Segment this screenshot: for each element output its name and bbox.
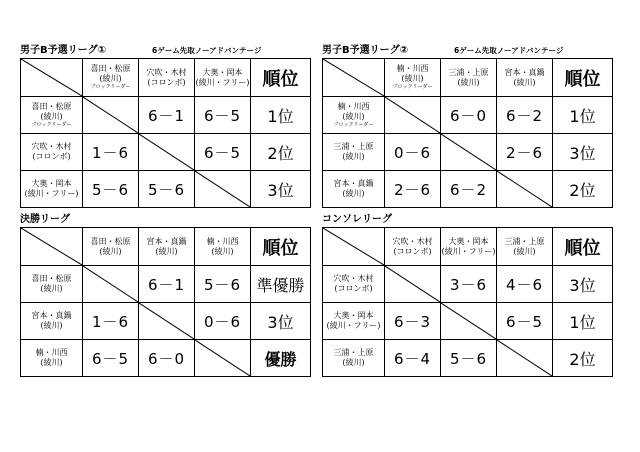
diagonal-slash [139, 303, 194, 339]
row-team [21, 340, 83, 377]
rank-cell: 3位 [553, 266, 613, 303]
diagonal-slash [323, 59, 384, 96]
self-match-cell [83, 266, 139, 303]
league-caption [20, 44, 311, 58]
team-name: 喜田・松原 [31, 101, 72, 111]
league-table [20, 58, 311, 208]
score-cell: 6－0 [139, 340, 195, 377]
team-name: 宮本・真鍋 [504, 67, 545, 77]
team-name: 三浦・上原 [333, 142, 374, 151]
team-row [323, 303, 613, 340]
team-club: (綾川) [99, 246, 122, 256]
score-cell: 6－2 [441, 171, 497, 208]
team-name: 三浦・上原 [448, 67, 489, 77]
row-team [323, 134, 385, 171]
team-club: (綾川) [342, 111, 365, 121]
column-team [195, 59, 251, 97]
score-cell: 6－2 [497, 97, 553, 134]
score-cell: 5－6 [441, 340, 497, 377]
rank-cell: 1位 [553, 97, 613, 134]
rank-cell: 1位 [553, 303, 613, 340]
score-cell: 6－4 [385, 340, 441, 377]
team-name: 大奥・岡本 [31, 179, 72, 188]
diagonal-slash [83, 266, 138, 302]
score-cell: 0－6 [195, 303, 251, 340]
column-team [195, 228, 251, 266]
league-title: 男子B予選リーグ② [322, 45, 409, 56]
self-match-cell [497, 340, 553, 377]
diagonal-slash [497, 171, 552, 207]
row-team [21, 97, 83, 134]
diagonal-slash [385, 266, 440, 302]
score-cell: 6－5 [195, 97, 251, 134]
header-row [323, 228, 613, 266]
row-team [21, 303, 83, 340]
score-cell: 1－6 [83, 303, 139, 340]
league-caption [20, 213, 311, 227]
team-row [323, 171, 613, 208]
team-name: 喜田・松原 [90, 64, 131, 73]
score-cell: 4－6 [497, 266, 553, 303]
rank-header: 順位 [251, 59, 311, 97]
team-name: 喜田・松原 [31, 274, 72, 283]
column-team [385, 59, 441, 97]
team-row [21, 171, 311, 208]
pool-1-league [20, 44, 311, 208]
diagonal-slash [21, 59, 82, 96]
diagonal-slash [385, 97, 440, 133]
match-rule: 6ゲーム先取ノーアドバンテージ [152, 46, 262, 55]
corner-cell [323, 228, 385, 266]
team-name: 三浦・上原 [504, 236, 545, 246]
rank-cell: 3位 [251, 171, 311, 208]
team-club: (綾川) [342, 152, 365, 161]
team-club: (コロンボ) [32, 152, 71, 161]
block-leader-note: ブロックリーダー [333, 121, 374, 128]
block-leader-note: ブロックリーダー [392, 84, 433, 90]
score-cell: 6－1 [139, 266, 195, 303]
pool-2-league [322, 44, 613, 208]
team-name: 大奥・岡本 [333, 311, 374, 320]
score-cell: 6－5 [83, 340, 139, 377]
team-club: (コロンボ) [393, 246, 432, 256]
rank-cell: 1位 [251, 97, 311, 134]
column-team [385, 228, 441, 266]
rank-cell: 2位 [251, 134, 311, 171]
team-row [21, 266, 311, 303]
rank-cell: 2位 [553, 340, 613, 377]
diagonal-slash [195, 340, 250, 376]
column-team [497, 59, 553, 97]
header-row [21, 228, 311, 266]
column-team [497, 228, 553, 266]
team-club: (綾川・フリー) [24, 189, 79, 198]
team-club: (綾川) [40, 284, 63, 293]
league-table [322, 58, 613, 208]
diagonal-slash [83, 97, 138, 133]
self-match-cell [83, 97, 139, 134]
team-row [323, 340, 613, 377]
row-team [21, 171, 83, 208]
self-match-cell [385, 97, 441, 134]
match-rule: 6ゲーム先取ノーアドバンテージ [454, 46, 564, 55]
diagonal-slash [441, 134, 496, 170]
score-cell: 6－5 [497, 303, 553, 340]
rank-cell: 3位 [553, 134, 613, 171]
column-team [139, 59, 195, 97]
team-name: 喜田・松原 [90, 236, 131, 246]
team-club: (コロンボ) [147, 77, 186, 87]
team-name: 宮本・真鍋 [146, 236, 187, 246]
self-match-cell [139, 134, 195, 171]
rank-header: 順位 [251, 228, 311, 266]
league-caption [322, 44, 613, 58]
self-match-cell [195, 171, 251, 208]
team-name: 楠・川西 [206, 236, 239, 246]
team-name: 大奥・岡本 [448, 236, 489, 246]
row-team [323, 171, 385, 208]
rank-header: 順位 [553, 228, 613, 266]
rank-cell: 優勝 [251, 340, 311, 377]
block-leader-note: ブロックリーダー [31, 121, 72, 128]
team-club: (綾川) [401, 74, 424, 83]
row-team [323, 340, 385, 377]
self-match-cell [139, 303, 195, 340]
team-name: 穴吹・木村 [146, 67, 187, 77]
row-team [21, 134, 83, 171]
league-table [322, 227, 613, 377]
team-name: 宮本・真鍋 [31, 311, 72, 320]
block-leader-note: ブロックリーダー [90, 84, 131, 90]
column-team [83, 228, 139, 266]
league-title: 決勝リーグ [20, 214, 70, 225]
team-name: 宮本・真鍋 [333, 179, 374, 188]
score-cell: 6－3 [385, 303, 441, 340]
team-club: (綾川) [211, 246, 234, 256]
row-team [323, 266, 385, 303]
score-cell: 6－5 [195, 134, 251, 171]
self-match-cell [497, 171, 553, 208]
corner-cell [21, 228, 83, 266]
team-club: (綾川) [342, 189, 365, 198]
column-team [441, 59, 497, 97]
column-team [441, 228, 497, 266]
team-name: 楠・川西 [35, 348, 68, 357]
rank-cell: 2位 [553, 171, 613, 208]
rank-cell: 準優勝 [251, 266, 311, 303]
team-club: (綾川) [155, 246, 178, 256]
team-club: (綾川・フリー) [441, 246, 496, 256]
row-team [21, 266, 83, 303]
self-match-cell [385, 266, 441, 303]
column-team [139, 228, 195, 266]
diagonal-slash [323, 228, 384, 265]
score-cell: 6－1 [139, 97, 195, 134]
team-name: 穴吹・木村 [392, 236, 433, 246]
team-name: 三浦・上原 [333, 348, 374, 357]
score-cell: 2－6 [385, 171, 441, 208]
team-club: (コロンボ) [334, 284, 373, 293]
team-row [21, 97, 311, 134]
self-match-cell [441, 303, 497, 340]
team-club: (綾川) [513, 77, 536, 87]
self-match-cell [195, 340, 251, 377]
team-name: 穴吹・木村 [31, 142, 72, 151]
team-row [323, 134, 613, 171]
self-match-cell [441, 134, 497, 171]
corner-cell [323, 59, 385, 97]
diagonal-slash [497, 340, 552, 376]
corner-cell [21, 59, 83, 97]
score-cell: 3－6 [441, 266, 497, 303]
team-club: (綾川・フリー) [326, 321, 381, 330]
team-row [21, 303, 311, 340]
team-row [323, 266, 613, 303]
team-name: 楠・川西 [337, 101, 370, 111]
diagonal-slash [195, 171, 250, 207]
team-club: (綾川) [99, 74, 122, 83]
diagonal-slash [21, 228, 82, 265]
score-cell: 2－6 [497, 134, 553, 171]
row-team [323, 303, 385, 340]
team-row [21, 134, 311, 171]
score-cell: 6－0 [441, 97, 497, 134]
team-name: 楠・川西 [396, 64, 429, 73]
team-club: (綾川) [513, 246, 536, 256]
league-table [20, 227, 311, 377]
header-row [323, 59, 613, 97]
team-club: (綾川) [40, 358, 63, 367]
score-cell: 5－6 [139, 171, 195, 208]
team-row [323, 97, 613, 134]
team-name: 穴吹・木村 [333, 274, 374, 283]
league-title: コンソレリーグ [322, 214, 392, 225]
team-name: 大奥・岡本 [202, 67, 243, 77]
team-club: (綾川) [40, 321, 63, 330]
column-team [83, 59, 139, 97]
team-club: (綾川・フリー) [195, 77, 250, 87]
final-league [20, 213, 311, 377]
score-cell: 5－6 [83, 171, 139, 208]
score-cell: 1－6 [83, 134, 139, 171]
league-caption [322, 213, 613, 227]
team-club: (綾川) [342, 358, 365, 367]
row-team [323, 97, 385, 134]
rank-header: 順位 [553, 59, 613, 97]
team-club: (綾川) [457, 77, 480, 87]
score-cell: 5－6 [195, 266, 251, 303]
header-row [21, 59, 311, 97]
team-row [21, 340, 311, 377]
diagonal-slash [441, 303, 496, 339]
consolation-league [322, 213, 613, 377]
score-cell: 0－6 [385, 134, 441, 171]
league-title: 男子B予選リーグ① [20, 45, 107, 56]
diagonal-slash [139, 134, 194, 170]
rank-cell: 3位 [251, 303, 311, 340]
team-club: (綾川) [40, 111, 63, 121]
